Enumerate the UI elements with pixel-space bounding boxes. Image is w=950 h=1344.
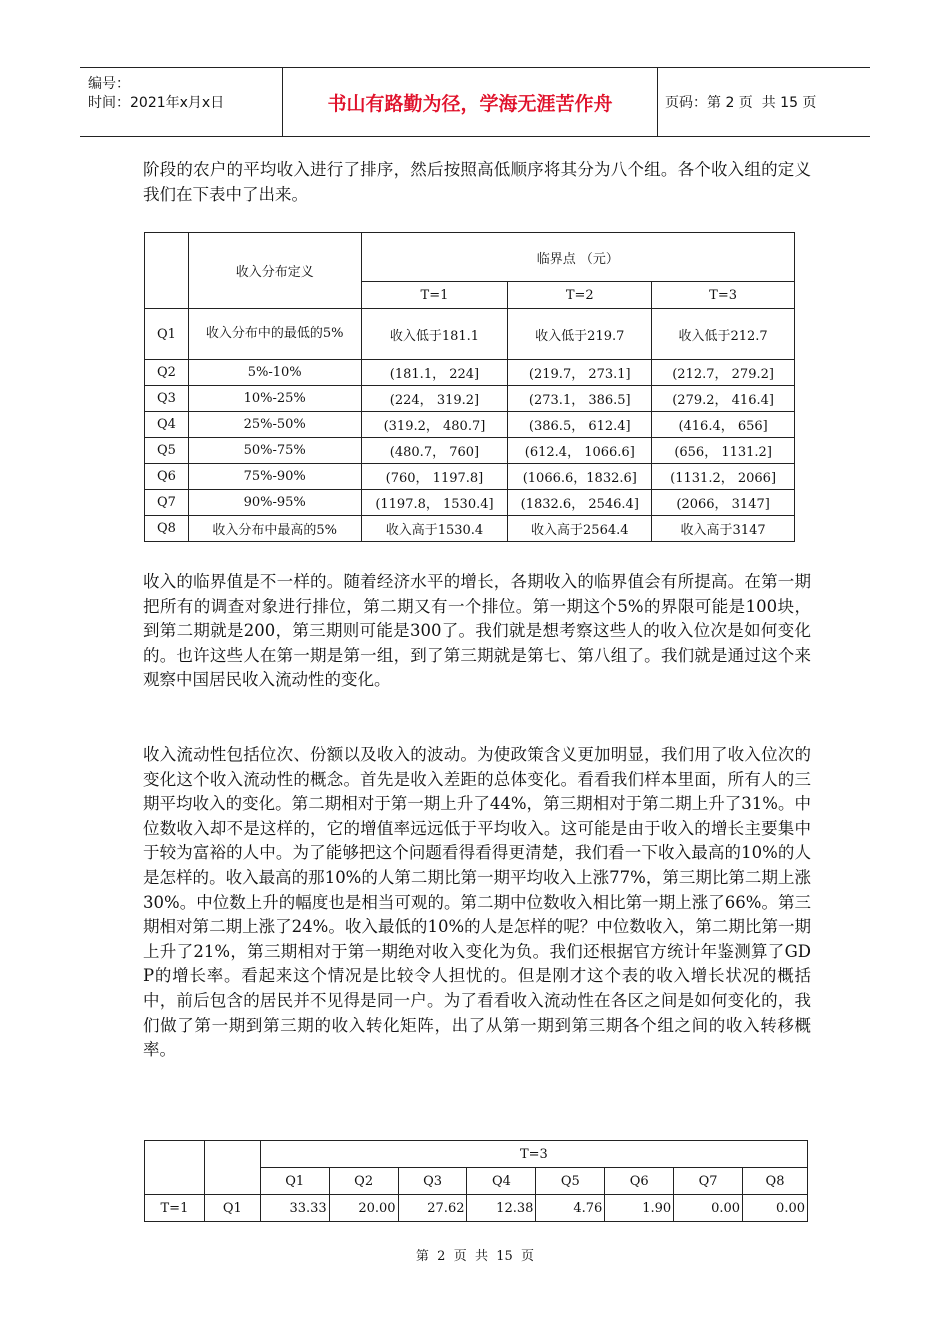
matrix-header-row — [145, 1141, 808, 1168]
matrix-col-header: Q5 — [536, 1168, 605, 1195]
table-corner-cell — [145, 233, 189, 309]
threshold-cell: (319.2， 480.7] — [361, 412, 508, 438]
threshold-cell: 收入高于3147 — [652, 516, 795, 542]
definition-cell: 50%-75% — [188, 438, 361, 464]
paragraph-thresholds: 收入的临界值是不一样的。随着经济水平的增长，各期收入的临界值会有所提高。在第一期把所有的调查对象进行排位，第二期又有一个排位。第一期这个5%的界限可能是100块，到第二期就是200，第三期则可能是300了。我们就是想考察这些人的收入位次是如何变化的。也许这些人在第一期是第一组，到了第三期就是第七、第八组了。我们就是通过这个来观察中国居民收入流动性的变化。 — [143, 572, 811, 690]
threshold-cell: (386.5， 612.4] — [508, 412, 652, 438]
matrix-col-header: Q6 — [605, 1168, 674, 1195]
definition-cell: 90%-95% — [188, 490, 361, 516]
threshold-cell: (612.4， 1066.6] — [508, 438, 652, 464]
matrix-row-period: T=1 — [145, 1195, 205, 1222]
header-motto: 书山有路勤为径，学海无涯苦作舟 — [283, 68, 658, 136]
matrix-value-cell: 0.00 — [674, 1195, 743, 1222]
threshold-cell: 收入高于1530.4 — [361, 516, 508, 542]
group-cell: Q1 — [145, 309, 189, 360]
matrix-value-cell: 20.00 — [329, 1195, 398, 1222]
definition-cell: 10%-25% — [188, 386, 361, 412]
transition-matrix-table — [144, 1140, 808, 1222]
threshold-cell: (1131.2， 2066] — [652, 464, 795, 490]
group-cell: Q8 — [145, 516, 189, 542]
threshold-cell: (1066.6，1832.6] — [508, 464, 652, 490]
matrix-value-cell: 0.00 — [743, 1195, 808, 1222]
group-cell: Q7 — [145, 490, 189, 516]
threshold-cell: (273.1， 386.5] — [508, 386, 652, 412]
table-row — [145, 464, 795, 490]
col-definition: 收入分布定义 — [188, 233, 361, 309]
col-threshold: 临界点 （元） — [361, 233, 794, 282]
definition-cell: 5%-10% — [188, 360, 361, 386]
threshold-cell: (480.7， 760] — [361, 438, 508, 464]
page-footer: 第 2 页 共 15 页 — [415, 1249, 535, 1264]
matrix-col-header: Q8 — [743, 1168, 808, 1195]
matrix-value-cell: 33.33 — [260, 1195, 329, 1222]
definition-cell: 25%-50% — [188, 412, 361, 438]
table-row — [145, 386, 795, 412]
matrix-col-header: Q4 — [467, 1168, 536, 1195]
matrix-value-cell: 27.62 — [398, 1195, 467, 1222]
matrix-value-cell: 1.90 — [605, 1195, 674, 1222]
page-header — [80, 67, 870, 137]
date-label: 时间：2021年x月x日 — [88, 95, 225, 111]
threshold-cell: (181.1， 224] — [361, 360, 508, 386]
table-row — [145, 360, 795, 386]
matrix-period-header: T=3 — [260, 1141, 807, 1168]
threshold-cell: (1197.8， 1530.4] — [361, 490, 508, 516]
period-t1: T=1 — [361, 282, 508, 309]
paragraph-mobility: 收入流动性包括位次、份额以及收入的波动。为使政策含义更加明显，我们用了收入位次的变化这个收入流动性的概念。首先是收入差距的总体变化。看看我们样本里面，所有人的三期平均收入的变化。第二期相对于第一期上升了44%，第三期相对于第二期上升了31%。中位数收入却不是这样的，它的增值率远远低于平均收入。这可能是由于收入的增长主要集中于较为富裕的人中。为了能够把这个问题看得看得更清楚，我们看一下收入最高的10%的人是怎样的。收入最高的那10%的人第二期比第一期平均收入上涨77%，第三期比第二期上涨30%。中位数上升的幅度也是相当可观的。第二期中位数收入相比第一期上涨了66%。第三期相对第二期上涨了24%。收入最低的10%的人是怎样的呢？中位数收入，第二期比第一期上升了21%，第三期相对于第一期绝对收入变化为负。我们还根据官方统计年鉴测算了GDP的增长率。看起来这个情况是比较令人担忧的。但是刚才这个表的收入增长状况的概括中，前后包含的居民并不见得是同一户。为了看看收入流动性在各区之间是如何变化的，我们做了第一期到第三期的收入转化矩阵，出了从第一期到第三期各个组之间的收入转移概率。 — [143, 745, 811, 1060]
threshold-cell: (1832.6， 2546.4] — [508, 490, 652, 516]
group-cell: Q6 — [145, 464, 189, 490]
period-t3: T=3 — [652, 282, 795, 309]
matrix-col-header: Q7 — [674, 1168, 743, 1195]
period-t2: T=2 — [508, 282, 652, 309]
definition-cell: 75%-90% — [188, 464, 361, 490]
matrix-col-header: Q1 — [260, 1168, 329, 1195]
threshold-cell: (219.7， 273.1] — [508, 360, 652, 386]
definition-cell: 收入分布中最高的5% — [188, 516, 361, 542]
paragraph-intro: 阶段的农户的平均收入进行了排序，然后按照高低顺序将其分为八个组。各个收入组的定义我们在下表中了出来。 — [143, 160, 811, 204]
threshold-cell: (212.7， 279.2] — [652, 360, 795, 386]
table-row — [145, 1195, 808, 1222]
table-row — [145, 490, 795, 516]
table-header-row — [145, 233, 795, 282]
threshold-cell: (279.2， 416.4] — [652, 386, 795, 412]
threshold-cell: (416.4， 656] — [652, 412, 795, 438]
threshold-cell: (2066， 3147] — [652, 490, 795, 516]
matrix-corner-cell — [204, 1141, 260, 1195]
matrix-value-cell: 4.76 — [536, 1195, 605, 1222]
table-row — [145, 516, 795, 542]
matrix-col-header: Q3 — [398, 1168, 467, 1195]
matrix-corner-cell — [145, 1141, 205, 1195]
threshold-cell: (224， 319.2] — [361, 386, 508, 412]
matrix-value-cell: 12.38 — [467, 1195, 536, 1222]
matrix-row-group: Q1 — [204, 1195, 260, 1222]
definition-cell: 收入分布中的最低的5% — [188, 309, 361, 360]
threshold-cell: 收入低于219.7 — [508, 309, 652, 360]
threshold-cell: 收入高于2564.4 — [508, 516, 652, 542]
group-cell: Q4 — [145, 412, 189, 438]
matrix-col-header: Q2 — [329, 1168, 398, 1195]
number-label: 编号： — [88, 76, 130, 92]
group-cell: Q2 — [145, 360, 189, 386]
header-meta — [80, 68, 283, 136]
table-row — [145, 438, 795, 464]
income-threshold-table — [144, 232, 795, 542]
table-row — [145, 412, 795, 438]
threshold-cell: (760， 1197.8] — [361, 464, 508, 490]
threshold-cell: 收入低于181.1 — [361, 309, 508, 360]
threshold-cell: 收入低于212.7 — [652, 309, 795, 360]
group-cell: Q3 — [145, 386, 189, 412]
header-page-label: 页码：第 2 页 共 15 页 — [665, 95, 817, 111]
group-cell: Q5 — [145, 438, 189, 464]
table-row — [145, 309, 795, 360]
threshold-cell: (656， 1131.2] — [652, 438, 795, 464]
